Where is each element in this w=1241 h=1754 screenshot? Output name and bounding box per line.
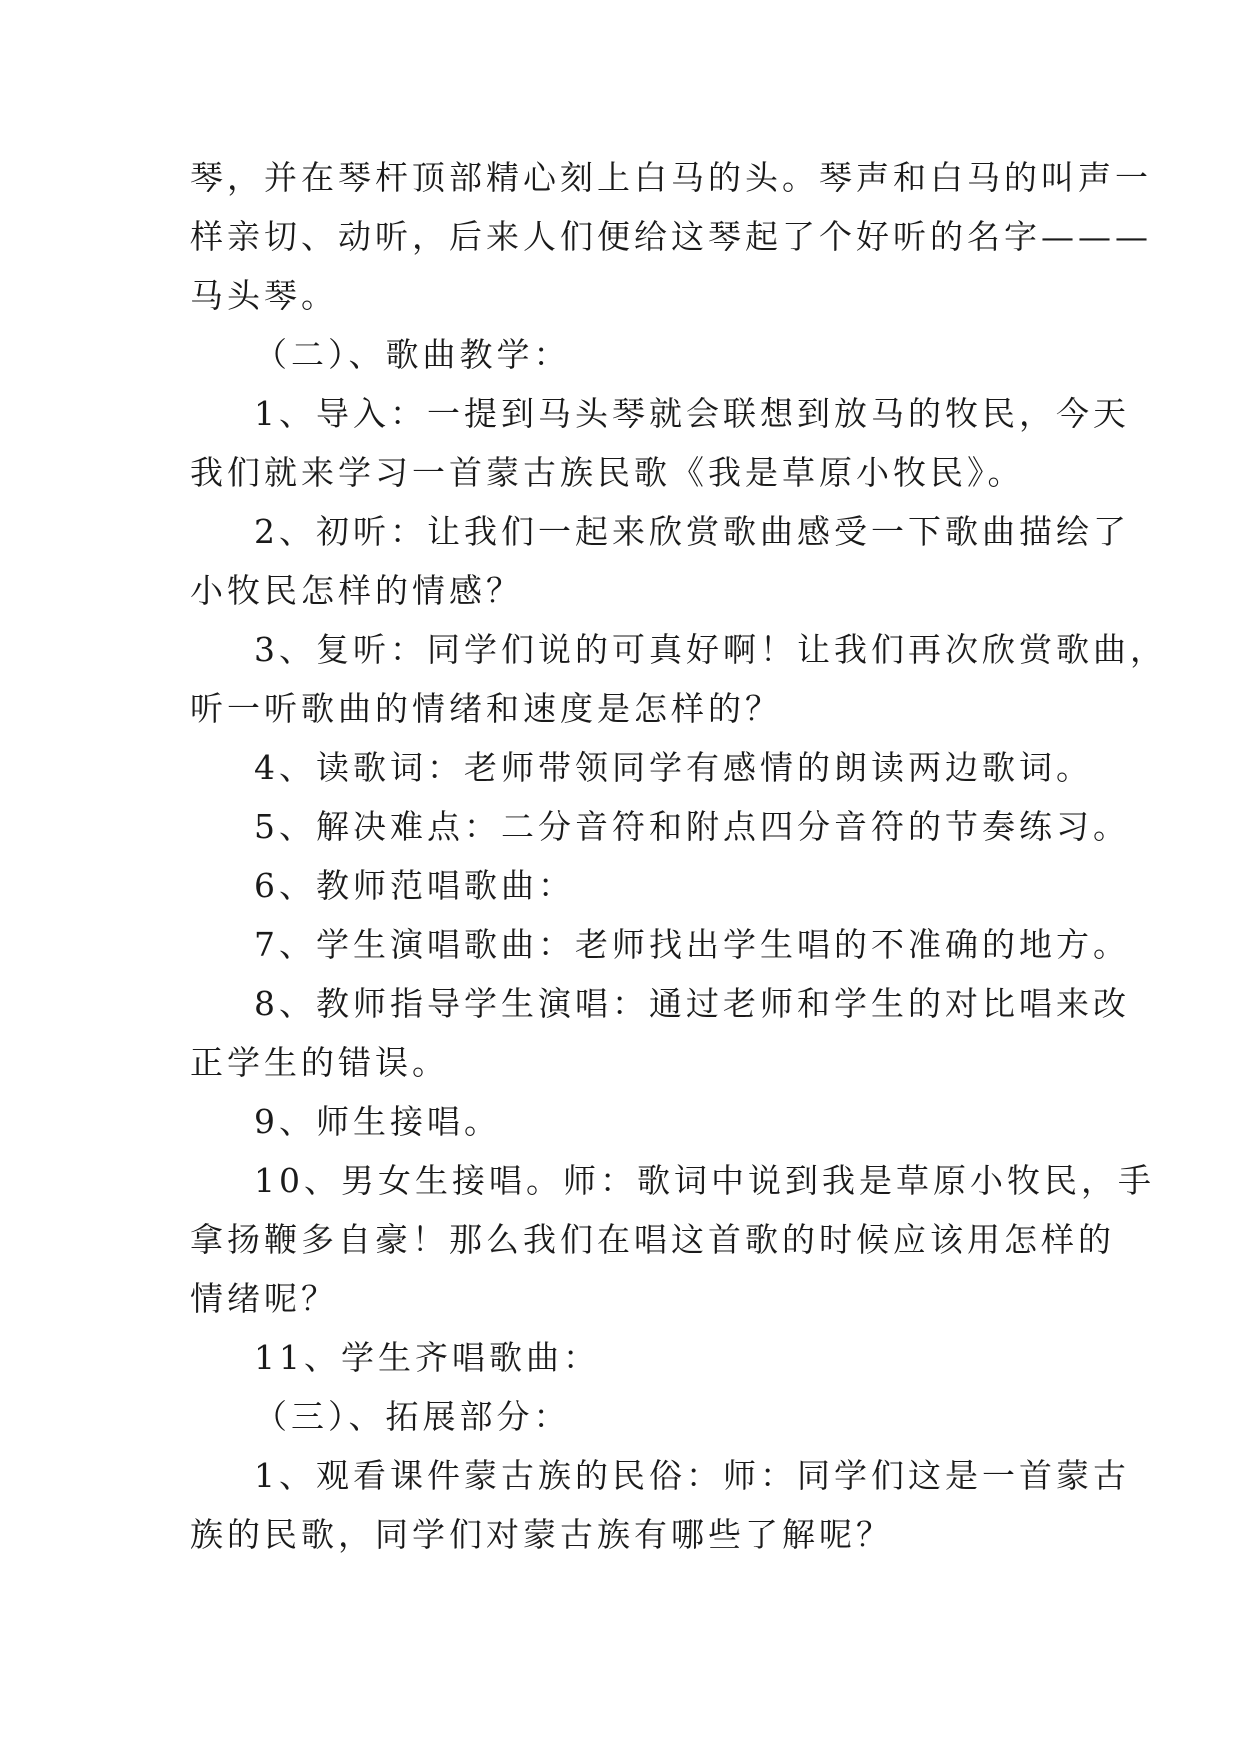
list-item: 4、读歌词：老师带领同学有感情的朗读两边歌词。 <box>254 748 1093 787</box>
document-body <box>190 148 1167 1564</box>
text-line: 情绪呢？ <box>190 1279 338 1318</box>
list-item: 1、导入：一提到马头琴就会联想到放马的牧民，今天 <box>254 394 1130 433</box>
list-item: 7、学生演唱歌曲：老师找出学生唱的不准确的地方。 <box>254 925 1130 964</box>
list-item: 8、教师指导学生演唱：通过老师和学生的对比唱来改 <box>254 984 1130 1023</box>
list-item: 3、复听：同学们说的可真好啊！让我们再次欣赏歌曲， <box>254 630 1167 669</box>
text-line: 马头琴。 <box>190 276 338 315</box>
list-item: 5、解决难点：二分音符和附点四分音符的节奏练习。 <box>254 807 1130 846</box>
section-heading: （二）、歌曲教学： <box>254 335 571 374</box>
text-line: 正学生的错误。 <box>190 1043 449 1082</box>
text-line: 琴，并在琴杆顶部精心刻上白马的头。琴声和白马的叫声一 <box>190 158 1152 197</box>
list-item: 9、师生接唱。 <box>254 1102 501 1141</box>
list-item: 11、学生齐唱歌曲： <box>254 1338 600 1377</box>
text-line: 小牧民怎样的情感？ <box>190 571 523 610</box>
list-item: 10、男女生接唱。师：歌词中说到我是草原小牧民，手 <box>254 1161 1155 1200</box>
list-item: 2、初听：让我们一起来欣赏歌曲感受一下歌曲描绘了 <box>254 512 1130 551</box>
list-item: 6、教师范唱歌曲： <box>254 866 575 905</box>
list-item: 1、观看课件蒙古族的民俗：师：同学们这是一首蒙古 <box>254 1456 1130 1495</box>
text-line: 拿扬鞭多自豪！那么我们在唱这首歌的时候应该用怎样的 <box>190 1220 1115 1259</box>
section-heading: （三）、拓展部分： <box>254 1397 571 1436</box>
text-line: 我们就来学习一首蒙古族民歌《我是草原小牧民》。 <box>190 453 1025 492</box>
text-line: 样亲切、动听，后来人们便给这琴起了个好听的名字——— <box>190 217 1152 256</box>
text-line: 族的民歌，同学们对蒙古族有哪些了解呢？ <box>190 1515 893 1554</box>
text-line: 听一听歌曲的情绪和速度是怎样的？ <box>190 689 782 728</box>
